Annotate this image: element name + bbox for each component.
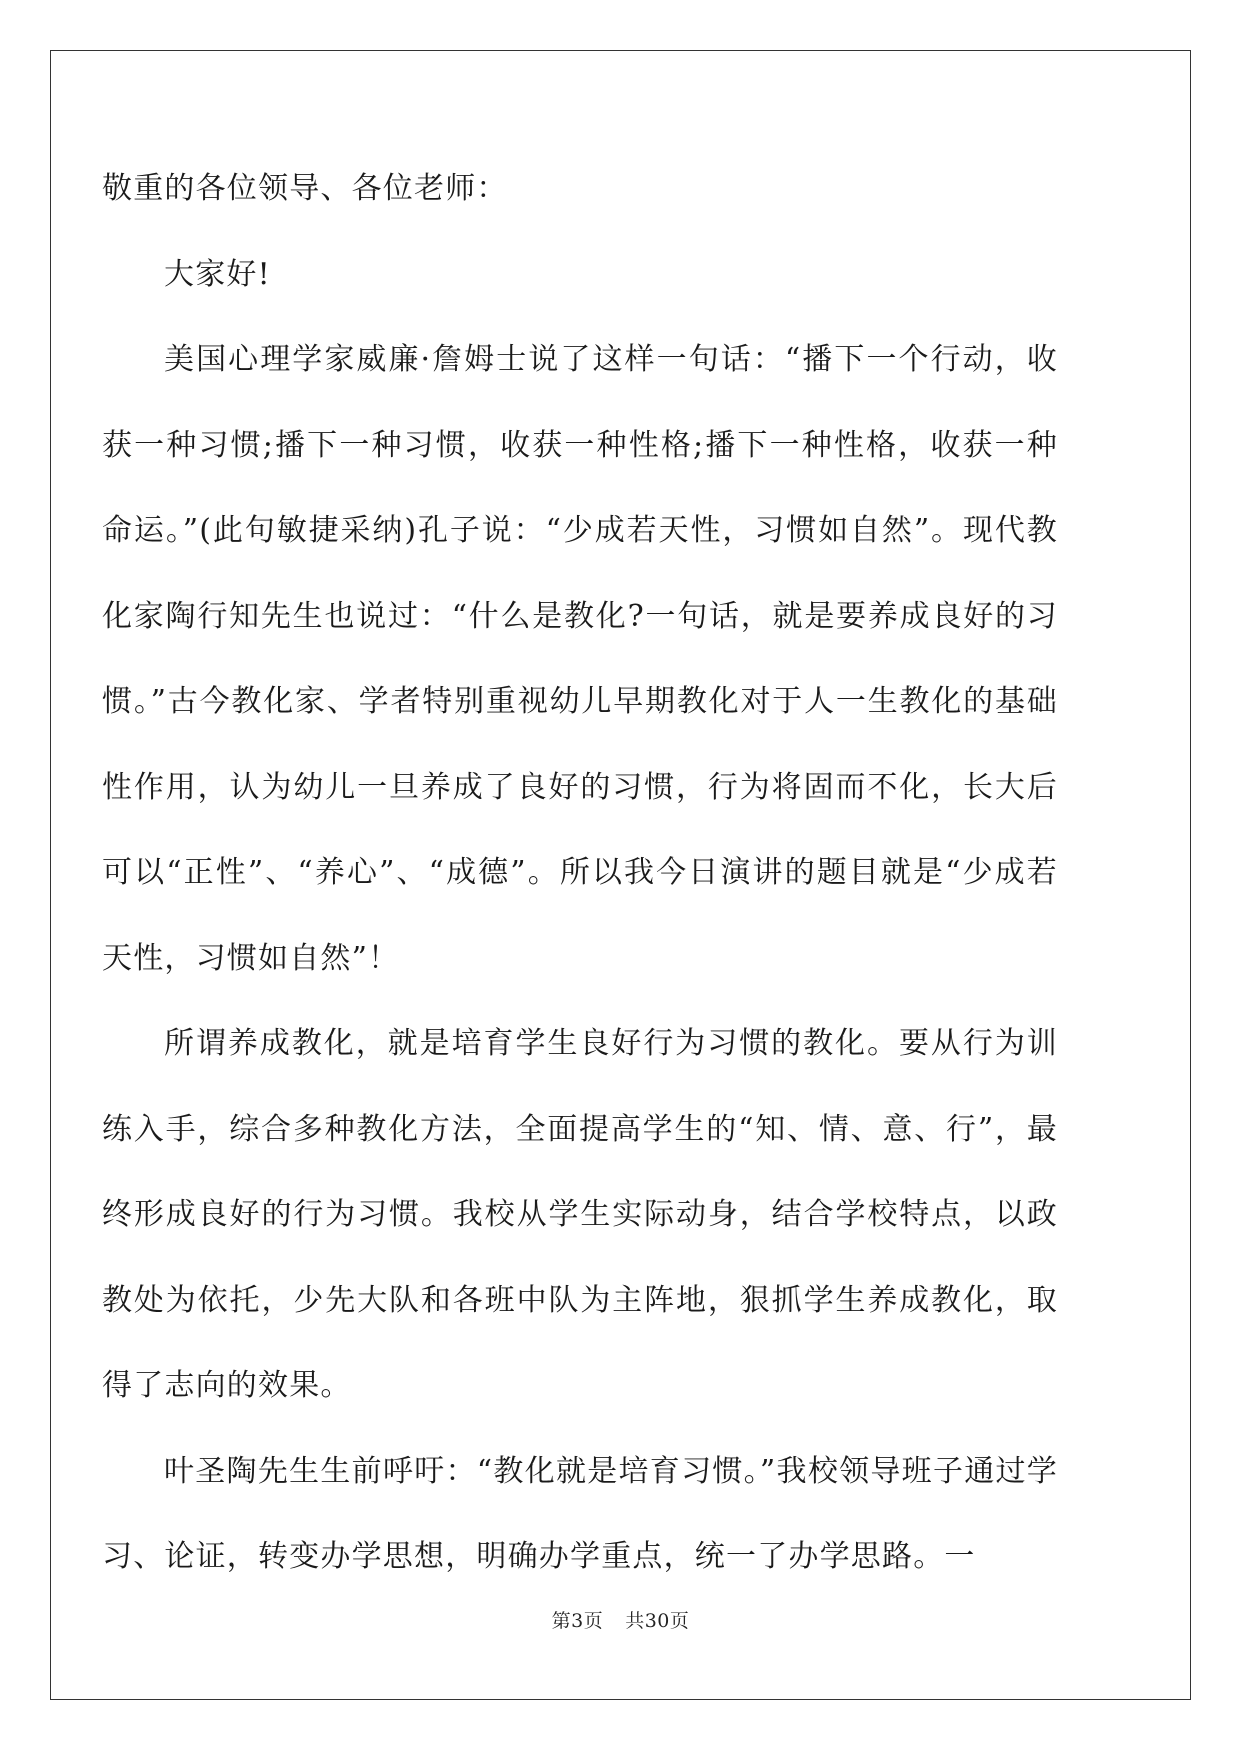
page-total: 共30页 xyxy=(625,1610,690,1632)
document-body xyxy=(102,146,1058,1600)
paragraph-definition: 所谓养成教化，就是培育学生良好行为习惯的教化。要从行为训练入手，综合多种教化方法，全面提高学生的“知、情、意、行”，最终形成良好的行为习惯。我校从学生实际动身，结合学校特点，以政教处为依托，少先大队和各班中队为主阵地，狠抓学生养成教化，取得了志向的效果。 xyxy=(102,1026,1058,1403)
paragraph-intro: 美国心理学家威廉·詹姆士说了这样一句话：“播下一个行动，收获一种习惯;播下一种习惯，收获一种性格;播下一种性格，收获一种命运。”(此句敏捷采纳)孔子说：“少成若天性，习惯如自然”。现代教化家陶行知先生也说过：“什么是教化?一句话，就是要养成良好的习惯。”古今教化家、学者特别重视幼儿早期教化对于人一生教化的基础性作用，认为幼儿一旦养成了良好的习惯，行为将固而不化，长大后可以“正性”、“养心”、“成德”。所以我今日演讲的题目就是“少成若天性，习惯如自然”！ xyxy=(102,342,1058,976)
greeting: 大家好! xyxy=(164,256,271,292)
paragraph-ye-shengtao: 叶圣陶先生生前呼吁：“教化就是培育习惯。”我校领导班子通过学习、论证，转变办学思想，明确办学重点，统一了办学思路。一 xyxy=(102,1453,1058,1574)
salutation: 敬重的各位领导、各位老师： xyxy=(102,171,508,206)
page-number: 第3页 xyxy=(551,1610,604,1632)
page-footer xyxy=(0,1606,1241,1633)
